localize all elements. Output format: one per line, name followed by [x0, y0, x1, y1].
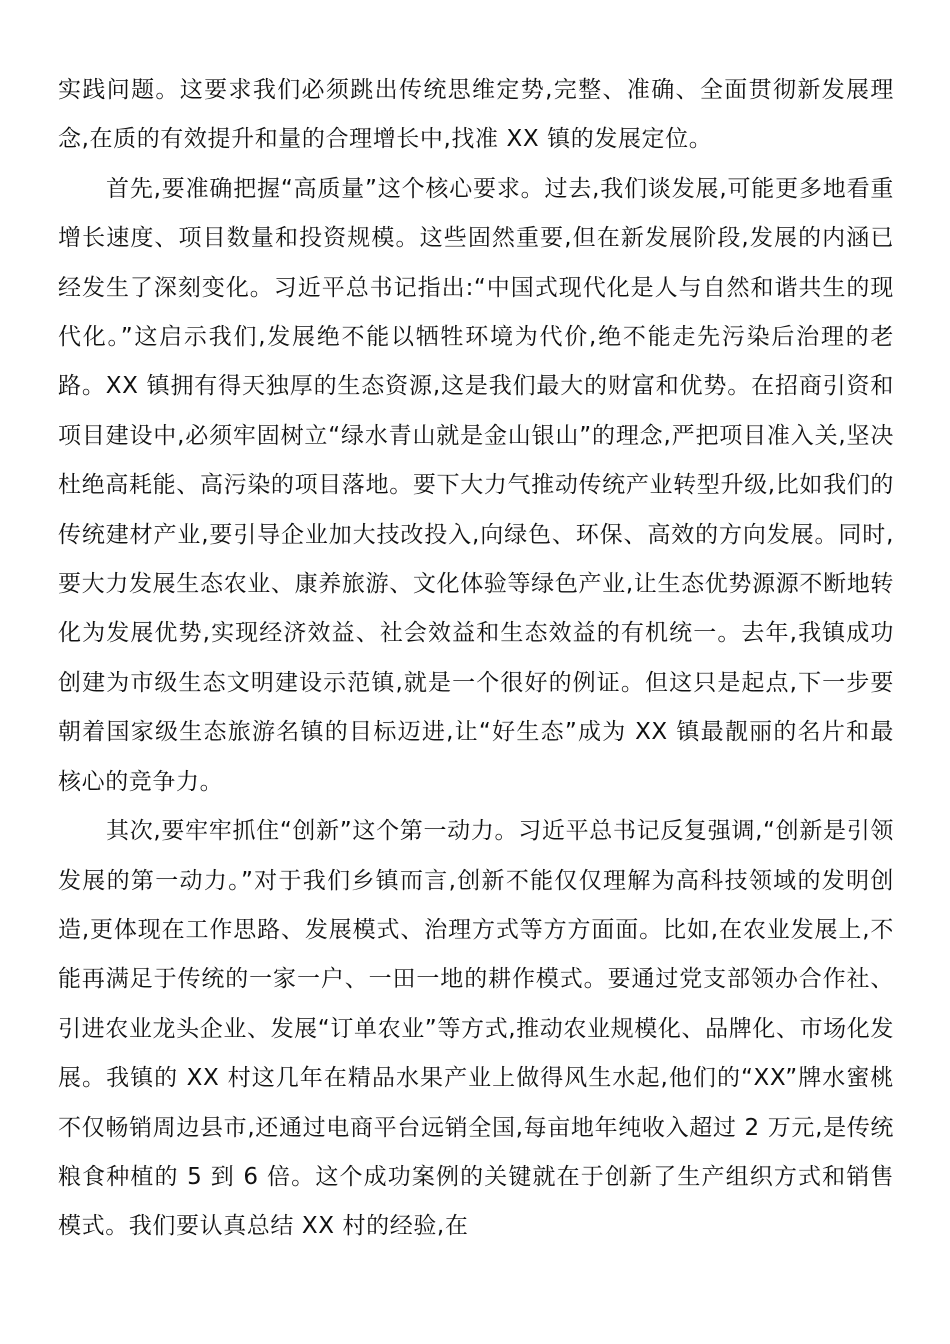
paragraph-continuation: 实践问题。这要求我们必须跳出传统思维定势,完整、准确、全面贯彻新发展理念,在质的有效提升和量的合理增长中,找准 XX 镇的发展定位。	[58, 77, 894, 153]
paragraph-innovation: 其次,要牢牢抓住“创新”这个第一动力。习近平总书记反复强调,“创新是引领发展的第一动力。”对于我们乡镇而言,创新不能仅仅理解为高科技领域的发明创造,更体现在工作思路、发展模式、治理方式等方方面面。比如,在农业发展上,不能再满足于传统的一家一户、一田一地的耕作模式。要通过党支部领办合作社、引进农业龙头企业、发展“订单农业”等方式,推动农业规模化、品牌化、市场化发展。我镇的 XX 村这几年在精品水果产业上做得风生水起,他们的“XX”牌水蜜桃不仅畅销周边县市,还通过电商平台远销全国,每亩地年纯收入超过 2 万元,是传统粮食种植的 5 到 6 倍。这个成功案例的关键就在于创新了生产组织方式和销售模式。我们要认真总结 XX 村的经验,在	[58, 818, 894, 1240]
paragraph-high-quality: 首先,要准确把握“高质量”这个核心要求。过去,我们谈发展,可能更多地看重增长速度、项目数量和投资规模。这些固然重要,但在新发展阶段,发展的内涵已经发生了深刻变化。习近平总书记指出:“中国式现代化是人与自然和谐共生的现代化。”这启示我们,发展绝不能以牺牲环境为代价,绝不能走先污染后治理的老路。XX 镇拥有得天独厚的生态资源,这是我们最大的财富和优势。在招商引资和项目建设中,必须牢固树立“绿水青山就是金山银山”的理念,严把项目准入关,坚决杜绝高耗能、高污染的项目落地。要下大力气推动传统产业转型升级,比如我们的传统建材产业,要引导企业加大技改投入,向绿色、环保、高效的方向发展。同时,要大力发展生态农业、康养旅游、文化体验等绿色产业,让生态优势源源不断地转化为发展优势,实现经济效益、社会效益和生态效益的有机统一。去年,我镇成功创建为市级生态文明建设示范镇,就是一个很好的例证。但这只是起点,下一步要朝着国家级生态旅游名镇的目标迈进,让“好生态”成为 XX 镇最靓丽的名片和最核心的竞争力。	[58, 175, 894, 795]
document-page	[58, 66, 894, 1252]
